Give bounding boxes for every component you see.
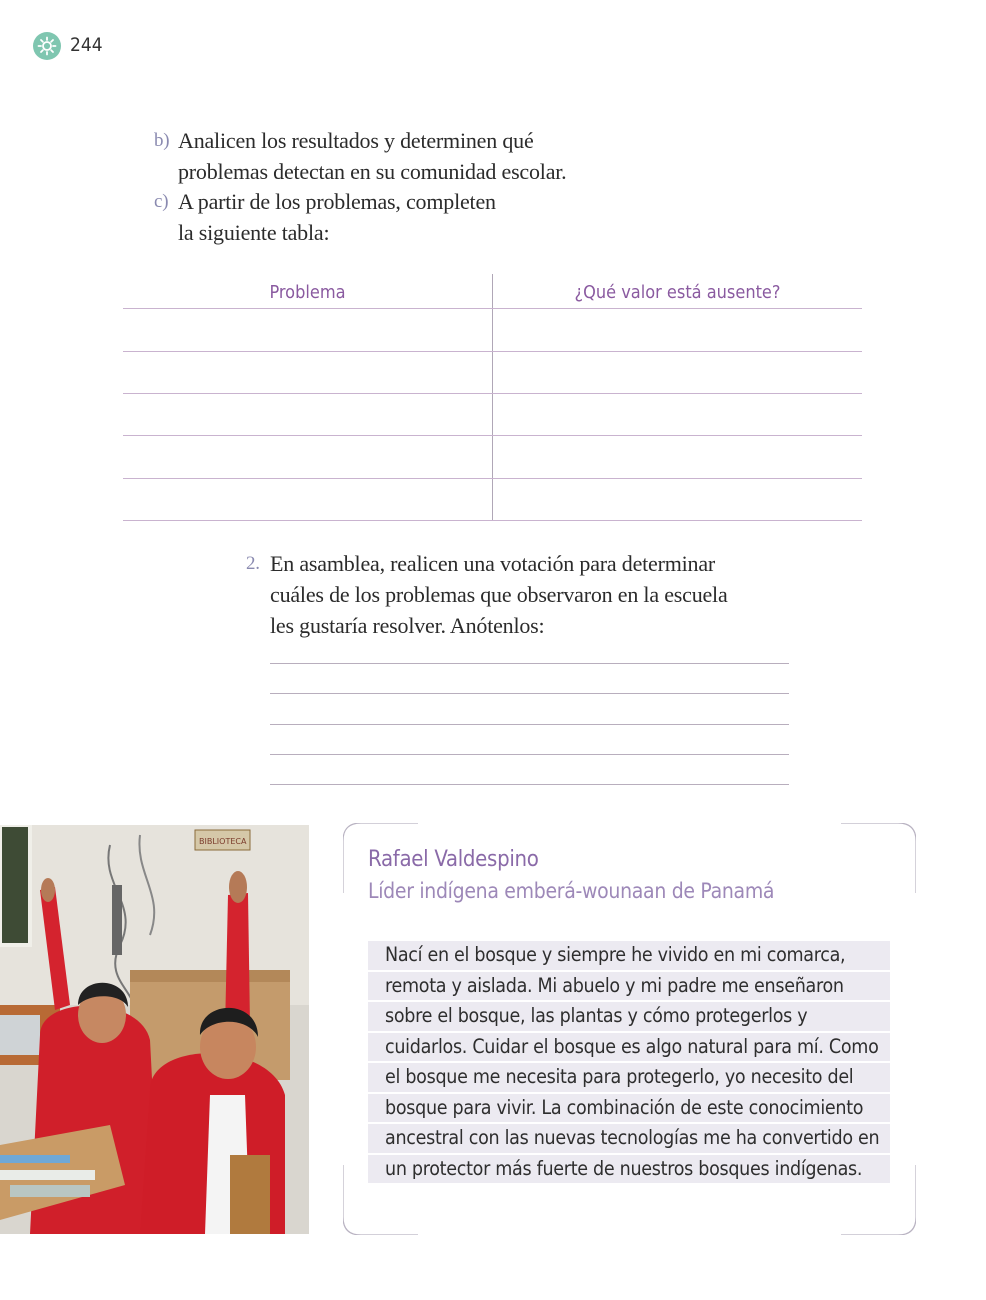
instruction-b-line-1: Analicen los resultados y determinen qué (178, 128, 534, 153)
quote-line: remota y aislada. Mi abuelo y mi padre me enseñaron (368, 972, 890, 1001)
instruction-b (154, 125, 618, 187)
quote-line: Nací en el bosque y siempre he vivido en mi comarca, (368, 941, 890, 970)
instruction-c (154, 186, 618, 248)
table-row-line (123, 520, 862, 521)
table-row-line (123, 478, 862, 479)
table-header-problema: Problema (269, 282, 346, 303)
quote-line: un protector más fuerte de nuestros bosques indígenas. (368, 1155, 890, 1184)
problems-table (123, 274, 862, 521)
instruction-b-marker: b) (154, 130, 170, 151)
instruction-c-line-1: A partir de los problemas, completen (178, 189, 496, 214)
bio-name: Rafael Valdespino (368, 847, 539, 872)
activity-2-line-2: cuáles de los problemas que observaron en la escuela (270, 582, 728, 607)
instruction-b-line-2: problemas detectan en su comunidad escolar. (178, 159, 567, 184)
table-row-line (123, 393, 862, 394)
table-row-line (123, 351, 862, 352)
quote-line: cuidarlos. Cuidar el bosque es algo natural para mí. Como (368, 1033, 890, 1062)
sun-gear-icon (37, 36, 57, 56)
activity-2-marker: 2. (246, 553, 260, 574)
activity-2-line-1: En asamblea, realicen una votación para determinar (270, 551, 716, 576)
answer-line (270, 754, 789, 755)
answer-line (270, 693, 789, 694)
quote-line: sobre el bosque, las plantas y cómo protegerlos y (368, 1002, 890, 1031)
table-header-valor-ausente: ¿Qué valor está ausente? (574, 282, 781, 303)
page-number: 244 (70, 34, 103, 56)
activity-2 (246, 548, 770, 641)
instruction-c-marker: c) (154, 191, 169, 212)
answer-line (270, 724, 789, 725)
bio-quote (368, 941, 890, 1185)
bio-role: Líder indígena emberá-wounaan de Panamá (368, 879, 775, 903)
photo-sign-text: BIBLIOTECA (199, 837, 247, 846)
answer-line (270, 784, 789, 785)
quote-line: el bosque me necesita para protegerlo, yo necesito del (368, 1063, 890, 1092)
quote-line: bosque para vivir. La combinación de este conocimiento (368, 1094, 890, 1123)
answer-line (270, 663, 789, 664)
page-badge (33, 32, 61, 60)
activity-2-line-3: les gustaría resolver. Anótenlos: (270, 613, 545, 638)
classroom-photo (0, 825, 309, 1234)
table-row-line (123, 435, 862, 436)
table-row-line (123, 308, 862, 309)
quote-line: ancestral con las nuevas tecnologías me ha convertido en (368, 1124, 890, 1153)
instruction-c-line-2: la siguiente tabla: (178, 220, 330, 245)
table-column-divider (492, 274, 493, 521)
